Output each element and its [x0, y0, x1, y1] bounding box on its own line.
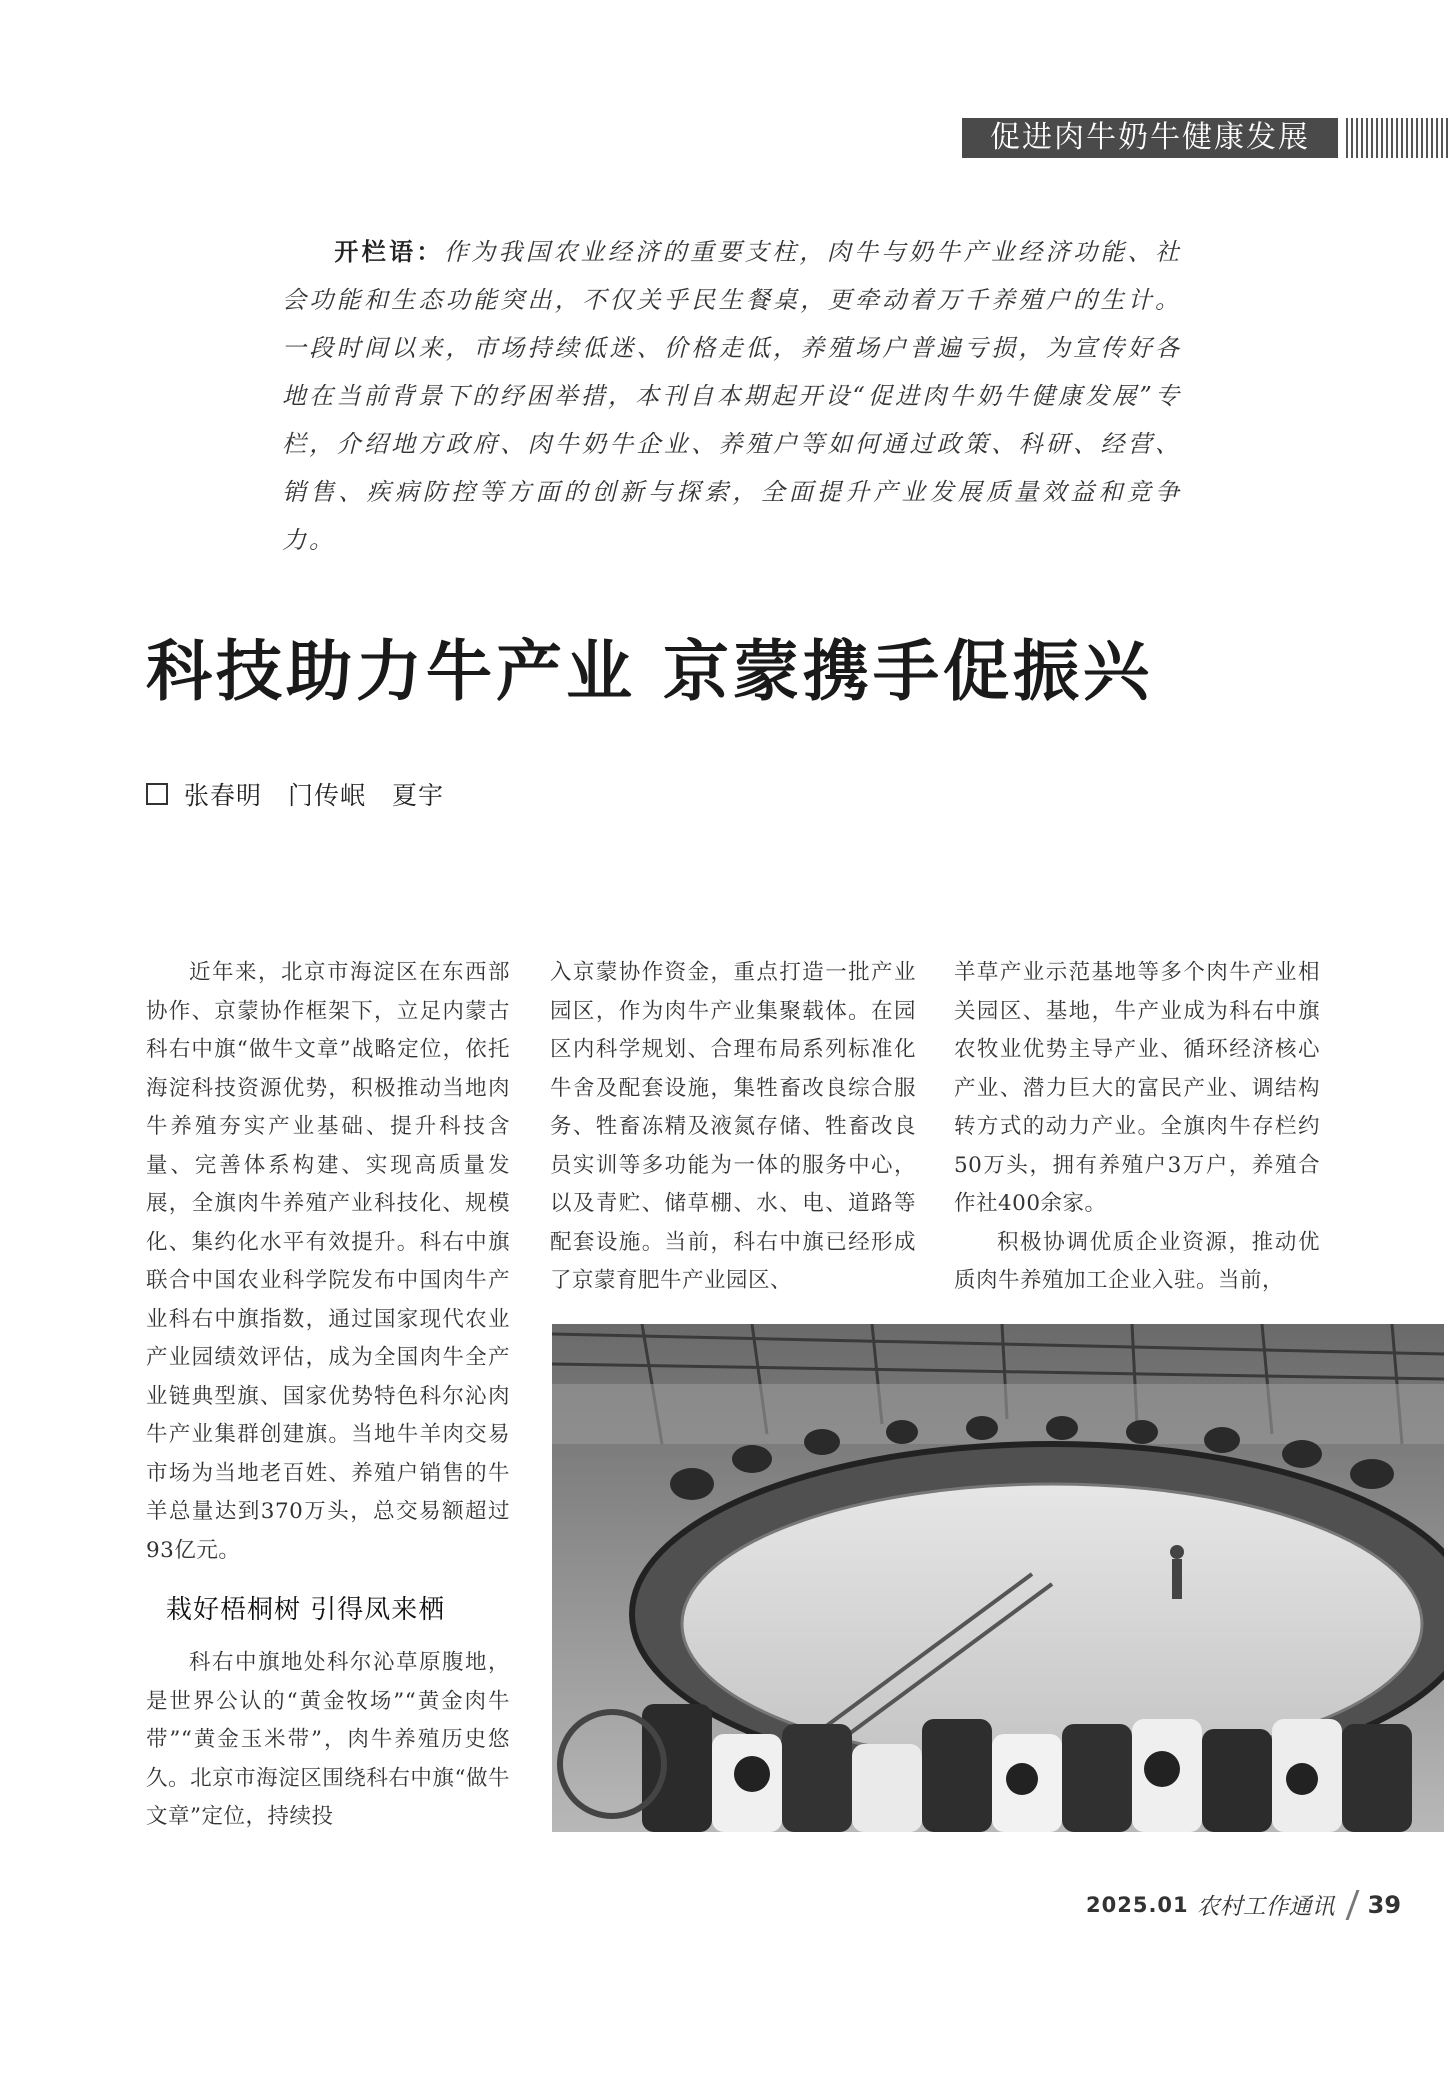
body-paragraph: 羊草产业示范基地等多个肉牛产业相关园区、基地，牛产业成为科右中旗农牧业优势主导产业、循环经济核心产业、潜力巨大的富民产业、调结构转方式的动力产业。全旗肉牛存栏约50万头，拥有养殖户3万户，养殖合作社400余家。 [954, 960, 1320, 1216]
page-number: 39 [1367, 1890, 1402, 1919]
photo-illustration [552, 1324, 1444, 1832]
article-title: 科技助力牛产业 京蒙携手促振兴 [146, 632, 1153, 710]
author-name: 张春明 [184, 781, 263, 810]
section-banner [962, 118, 1450, 158]
section-banner-stripes [1346, 118, 1450, 158]
square-box-icon [146, 783, 168, 805]
issue-number: 2025.01 [1086, 1892, 1189, 1917]
body-column-2 [550, 954, 916, 1301]
body-paragraph: 积极协调优质企业资源，推动优质肉牛养殖加工企业入驻。当前， [954, 1229, 1320, 1293]
author-name: 夏宇 [392, 781, 445, 810]
intro-label: 开栏语： [334, 238, 444, 266]
body-column-1 [146, 954, 510, 1837]
rotary-milking-parlor-photo [552, 1324, 1444, 1832]
author-name: 门传岷 [288, 781, 367, 810]
intro-text: 作为我国农业经济的重要支柱，肉牛与奶牛产业经济功能、社会功能和生态功能突出，不仅关乎民生餐桌，更牵动着万千养殖户的生计。一段时间以来，市场持续低迷、价格走低，养殖场户普遍亏损，为宣传好各地在当前背景下的纾困举措，本刊自本期起开设“促进肉牛奶牛健康发展”专栏，介绍地方政府、肉牛奶牛企业、养殖户等如何通过政策、科研、经营、销售、疾病防控等方面的创新与探索，全面提升产业发展质量效益和竞争力。 [282, 238, 1183, 554]
page-footer [1086, 1888, 1401, 1921]
section-banner-label: 促进肉牛奶牛健康发展 [962, 118, 1338, 158]
column-intro [282, 228, 1182, 564]
body-paragraph: 科右中旗地处科尔沁草原腹地，是世界公认的“黄金牧场”“黄金肉牛带”“黄金玉米带”，肉牛养殖历史悠久。北京市海淀区围绕科右中旗“做牛文章”定位，持续投 [146, 1650, 510, 1829]
divider-slash [1345, 1890, 1359, 1920]
subheading: 栽好梧桐树 引得凤来栖 [166, 1595, 446, 1625]
body-paragraph: 近年来，北京市海淀区在东西部协作、京蒙协作框架下，立足内蒙古科右中旗“做牛文章”战略定位，依托海淀科技资源优势，积极推动当地肉牛养殖夯实产业基础、提升科技含量、完善体系构建、实现高质量发展，全旗肉牛养殖产业科技化、规模化、集约化水平有效提升。科右中旗联合中国农业科学院发布中国肉牛产业科右中旗指数，通过国家现代农业产业园绩效评估，成为全国肉牛全产业链典型旗、国家优势特色科尔沁肉牛产业集群创建旗。当地牛羊肉交易市场为当地老百姓、养殖户销售的牛羊总量达到370万头，总交易额超过93亿元。 [146, 960, 510, 1563]
body-paragraph: 入京蒙协作资金，重点打造一批产业园区，作为肉牛产业集聚载体。在园区内科学规划、合理布局系列标准化牛舍及配套设施，集牲畜改良综合服务、牲畜冻精及液氮存储、牲畜改良员实训等多功能为一体的服务中心，以及青贮、储草棚、水、电、道路等配套设施。当前，科右中旗已经形成了京蒙育肥牛产业园区、 [550, 960, 916, 1293]
byline [146, 776, 470, 812]
body-column-3 [954, 954, 1320, 1301]
magazine-name: 农村工作通讯 [1196, 1894, 1335, 1920]
